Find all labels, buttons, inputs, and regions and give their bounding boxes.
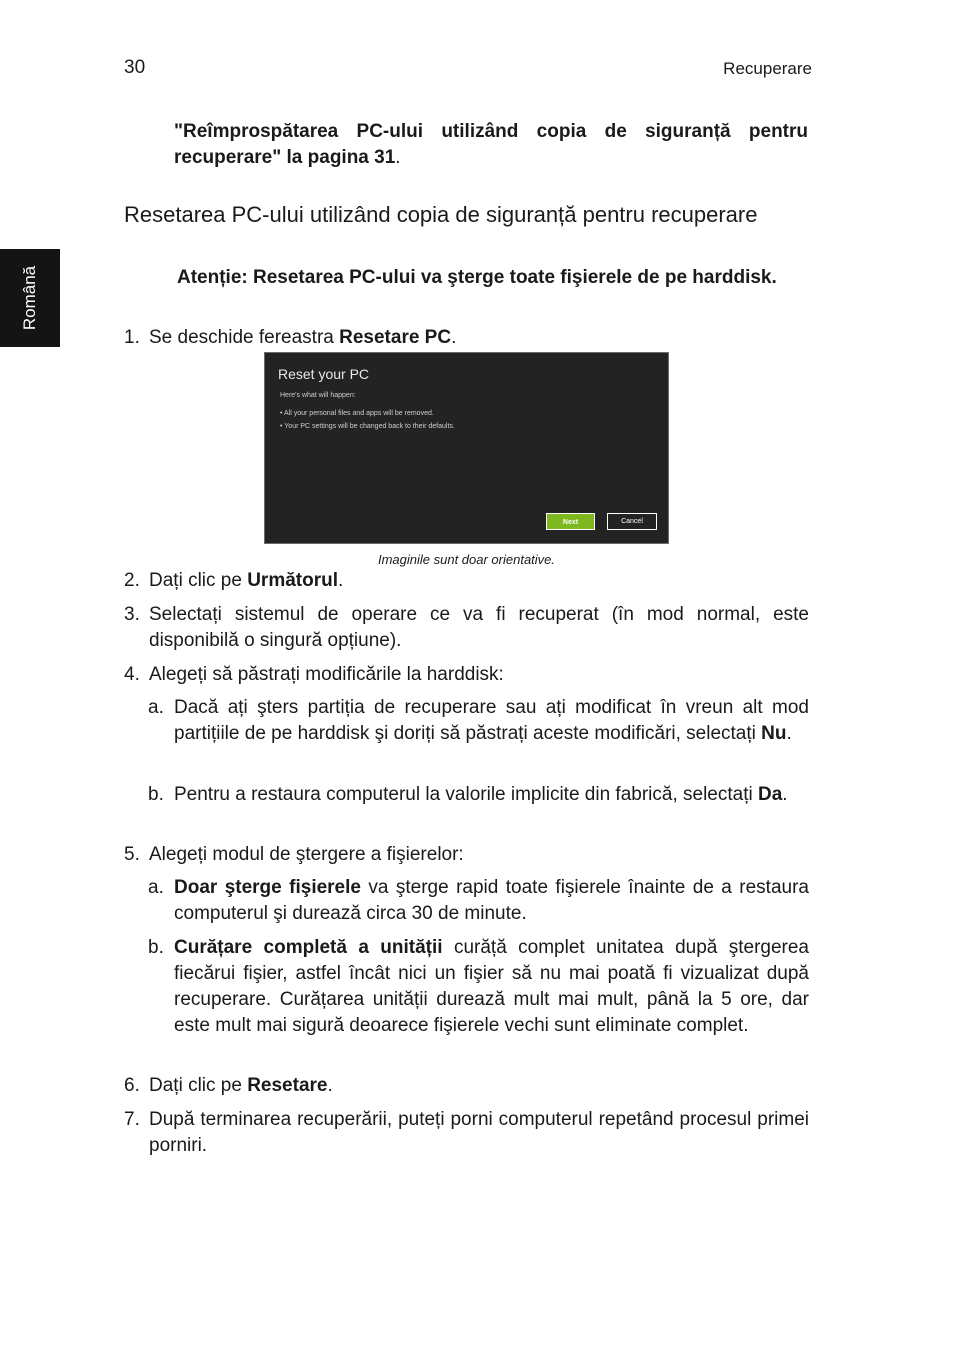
step-text: . [786,723,792,744]
substep-letter: a. [148,697,164,718]
step-5a-text [174,875,809,927]
step-keyword: Da [758,784,783,805]
cross-reference [174,119,808,171]
dialog-intro: Here's what will happen: [280,392,356,399]
step-number: 4. [124,664,140,685]
step-number: 6. [124,1075,140,1096]
step-text: . [327,1075,333,1096]
step-number: 7. [124,1109,140,1130]
step-text: . [782,784,788,805]
step-text: va şterge rapid toate fişierele înainte de a restaura computerul şi durează circa 30 de minute. [174,877,809,924]
step-keyword: Doar şterge fişierele [174,877,361,898]
step-text: Pentru a restaura computerul la valorile implicite din fabrică, selectați [174,784,758,805]
dialog-bullet: • Your PC settings will be changed back to their defaults. [280,423,455,430]
step-text: curăță complet unitatea după ştergerea fiecărui fişier, astfel încât nici un fişier să nu mai poată fi vizualizat după recuperare. Curățarea unității durează mult mai mult, până la 5 ore, dar este mult mai sigură deoarece fişierele vechi sunt eliminate complet. [174,937,809,1036]
chapter-header: Recuperare [723,59,812,78]
cross-reference-tail: . [395,147,401,168]
warning-note: Atenție: Resetarea PC-ului va şterge toate fişierele de pe harddisk. [177,267,777,288]
step-number: 5. [124,844,140,865]
substep-letter: b. [148,937,164,958]
step-text: . [451,327,457,348]
step-5-text: Alegeți modul de ştergere a fişierelor: [149,844,464,865]
step-text: Se deschide fereastra [149,327,340,348]
step-4-text: Alegeți să păstrați modificările la harddisk: [149,664,504,685]
step-2-text [149,568,809,594]
section-title: Resetarea PC-ului utilizând copia de siguranță pentru recuperare [124,202,758,227]
next-button[interactable]: Next [546,513,595,530]
image-caption: Imaginile sunt doar orientative. [377,552,556,567]
step-3-text: Selectați sistemul de operare ce va fi recuperat (în mod normal, este disponibilă o singură opțiune). [149,604,809,651]
step-text: . [338,570,344,591]
step-text: Dați clic pe [149,570,248,591]
dialog-bullet: • All your personal files and apps will be removed. [280,410,434,417]
step-number: 3. [124,604,140,625]
cross-reference-link[interactable]: "Reîmprospătarea PC-ului utilizând copia de siguranță pentru recuperare" la pagina 31 [174,121,808,168]
dialog-title: Reset your PC [278,366,370,382]
step-text: Dacă ați şters partiția de recuperare sau ați modificat în vreun alt mod partițiile de pe harddisk şi doriți să păstrați aceste modificări, selectați [174,697,809,744]
substep-letter: a. [148,877,164,898]
step-number: 2. [124,570,140,591]
step-keyword: Nu [761,723,787,744]
step-6-text [149,1073,809,1099]
step-keyword: Resetare PC [339,327,452,348]
step-4b-text [174,782,809,808]
step-number: 1. [124,327,140,348]
substep-letter: b. [148,784,164,805]
step-keyword: Următorul [247,570,338,591]
language-label: Română [20,265,39,331]
cancel-button[interactable]: Cancel [607,513,657,530]
step-4a-text [174,695,809,747]
step-7-text: După terminarea recuperării, puteți porni computerul repetând procesul primei porniri. [149,1109,809,1156]
step-1-text [149,325,809,351]
step-keyword: Curățare completă a unității [174,937,443,958]
language-side-tab [0,249,60,347]
step-text: Dați clic pe [149,1075,248,1096]
step-keyword: Resetare [247,1075,328,1096]
reset-pc-screenshot [264,352,669,544]
step-5b-text [174,935,809,1039]
page-number: 30 [124,57,146,78]
